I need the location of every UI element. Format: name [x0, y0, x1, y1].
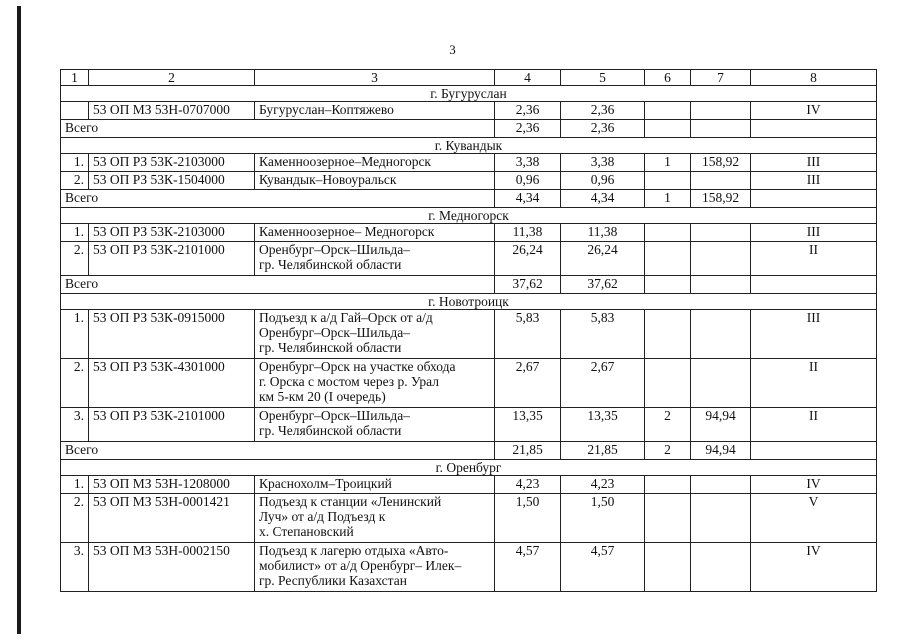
road-name-cell — [255, 408, 495, 442]
road-category-cell: III — [751, 172, 877, 190]
total-row — [61, 190, 877, 208]
length-total-cell: 1,50 — [561, 494, 645, 543]
group-row — [61, 86, 877, 102]
length-cell: 11,38 — [495, 224, 561, 242]
group-row — [61, 138, 877, 154]
total-length-total-cell: 4,34 — [561, 190, 645, 208]
row-number-cell: 2. — [61, 494, 89, 543]
row-number-cell: 1. — [61, 310, 89, 359]
bridge-length-cell — [691, 476, 751, 494]
road-code-cell: 53 ОП МЗ 53Н-1208000 — [89, 476, 255, 494]
road-name-line: Подъезд к а/д Гай–Орск от а/д — [259, 310, 433, 325]
road-name-line: Подъезд к лагерю отдыха «Авто- — [259, 543, 449, 558]
roads-table — [60, 69, 877, 592]
road-category-cell: II — [751, 359, 877, 408]
length-total-cell: 5,83 — [561, 310, 645, 359]
road-name-line: мобилист» от а/д Оренбург– Илек– — [259, 558, 462, 573]
bridge-length-cell — [691, 242, 751, 276]
total-row — [61, 442, 877, 460]
road-name-line: гр. Республики Казахстан — [259, 573, 407, 588]
road-code-cell: 53 ОП МЗ 53Н-0001421 — [89, 494, 255, 543]
header-cell: 1 — [61, 70, 89, 86]
total-length-cell: 4,34 — [495, 190, 561, 208]
bridge-length-cell — [691, 310, 751, 359]
road-name-line: Краснохолм–Троицкий — [259, 476, 392, 491]
page-number: 3 — [449, 42, 456, 57]
road-name-line: х. Степановский — [259, 524, 354, 539]
total-label-cell: Всего — [61, 276, 495, 294]
road-name-line: Оренбург–Орск–Шильда– — [259, 408, 411, 423]
bridge-count-cell — [645, 242, 691, 276]
road-name-line: Подъезд к станции «Ленинский — [259, 494, 442, 509]
road-row — [61, 172, 877, 190]
road-name-line: Каменноозерное–Медногорск — [259, 154, 431, 169]
row-number-cell: 1. — [61, 476, 89, 494]
road-name-line: г. Орска с мостом через р. Урал — [259, 374, 439, 389]
header-cell: 2 — [89, 70, 255, 86]
group-city-cell: г. Кувандык — [61, 138, 877, 154]
length-cell: 4,57 — [495, 543, 561, 592]
road-code-cell: 53 ОП РЗ 53К-4301000 — [89, 359, 255, 408]
road-category-cell: III — [751, 224, 877, 242]
length-cell: 2,36 — [495, 102, 561, 120]
length-cell: 5,83 — [495, 310, 561, 359]
bridge-length-cell — [691, 543, 751, 592]
header-row — [61, 70, 877, 86]
bridge-length-cell — [691, 102, 751, 120]
row-number-cell: 2. — [61, 242, 89, 276]
road-name-line: км 5-км 20 (I очередь) — [259, 389, 386, 404]
road-category-cell: II — [751, 242, 877, 276]
total-category-cell — [751, 276, 877, 294]
road-row — [61, 543, 877, 592]
total-bridge-count-cell: 2 — [645, 442, 691, 460]
header-cell: 3 — [255, 70, 495, 86]
bridge-length-cell — [691, 172, 751, 190]
road-code-cell: 53 ОП МЗ 53Н-0707000 — [89, 102, 255, 120]
road-row — [61, 224, 877, 242]
total-length-cell: 2,36 — [495, 120, 561, 138]
total-label-cell: Всего — [61, 120, 495, 138]
header-cell: 7 — [691, 70, 751, 86]
row-number-cell: 2. — [61, 172, 89, 190]
bridge-count-cell — [645, 543, 691, 592]
road-category-cell: III — [751, 310, 877, 359]
total-row — [61, 276, 877, 294]
road-row — [61, 408, 877, 442]
road-code-cell: 53 ОП РЗ 53К-2103000 — [89, 154, 255, 172]
road-name-cell — [255, 476, 495, 494]
length-total-cell: 3,38 — [561, 154, 645, 172]
length-total-cell: 11,38 — [561, 224, 645, 242]
road-category-cell: IV — [751, 476, 877, 494]
bridge-count-cell — [645, 476, 691, 494]
bridge-count-cell — [645, 224, 691, 242]
road-code-cell: 53 ОП РЗ 53К-0915000 — [89, 310, 255, 359]
group-city-cell: г. Медногорск — [61, 208, 877, 224]
road-name-cell — [255, 543, 495, 592]
road-row — [61, 242, 877, 276]
road-row — [61, 359, 877, 408]
total-bridge-length-cell: 94,94 — [691, 442, 751, 460]
length-total-cell: 0,96 — [561, 172, 645, 190]
road-name-line: гр. Челябинской области — [259, 423, 402, 438]
road-name-line: Оренбург–Орск–Шильда– — [259, 242, 411, 257]
total-length-total-cell: 2,36 — [561, 120, 645, 138]
header-cell: 4 — [495, 70, 561, 86]
road-name-line: Оренбург–Орск на участке обхода — [259, 359, 456, 374]
road-name-line: Оренбург–Орск–Шильда– — [259, 325, 411, 340]
road-row — [61, 476, 877, 494]
total-length-cell: 37,62 — [495, 276, 561, 294]
road-name-cell — [255, 310, 495, 359]
total-category-cell — [751, 442, 877, 460]
group-city-cell: г. Бугуруслан — [61, 86, 877, 102]
group-row — [61, 460, 877, 476]
length-total-cell: 13,35 — [561, 408, 645, 442]
total-bridge-count-cell — [645, 120, 691, 138]
total-length-total-cell: 21,85 — [561, 442, 645, 460]
bridge-count-cell: 1 — [645, 154, 691, 172]
road-code-cell: 53 ОП МЗ 53Н-0002150 — [89, 543, 255, 592]
total-length-total-cell: 37,62 — [561, 276, 645, 294]
total-bridge-count-cell — [645, 276, 691, 294]
row-number-cell — [61, 102, 89, 120]
group-city-cell: г. Новотроицк — [61, 294, 877, 310]
road-name-cell — [255, 224, 495, 242]
bridge-count-cell — [645, 172, 691, 190]
header-cell: 5 — [561, 70, 645, 86]
length-cell: 0,96 — [495, 172, 561, 190]
length-cell: 3,38 — [495, 154, 561, 172]
total-category-cell — [751, 120, 877, 138]
group-row — [61, 294, 877, 310]
length-total-cell: 2,67 — [561, 359, 645, 408]
road-name-cell — [255, 102, 495, 120]
header-cell: 8 — [751, 70, 877, 86]
bridge-count-cell — [645, 359, 691, 408]
total-row — [61, 120, 877, 138]
road-code-cell: 53 ОП РЗ 53К-2101000 — [89, 408, 255, 442]
bridge-length-cell — [691, 359, 751, 408]
bridge-length-cell: 94,94 — [691, 408, 751, 442]
length-cell: 2,67 — [495, 359, 561, 408]
row-number-cell: 3. — [61, 543, 89, 592]
total-bridge-length-cell — [691, 276, 751, 294]
road-name-cell — [255, 242, 495, 276]
roads-table-body — [61, 70, 877, 592]
road-category-cell: II — [751, 408, 877, 442]
total-label-cell: Всего — [61, 442, 495, 460]
road-category-cell: V — [751, 494, 877, 543]
row-number-cell: 3. — [61, 408, 89, 442]
length-cell: 4,23 — [495, 476, 561, 494]
length-total-cell: 26,24 — [561, 242, 645, 276]
road-name-line: гр. Челябинской области — [259, 257, 402, 272]
header-cell: 6 — [645, 70, 691, 86]
total-bridge-count-cell: 1 — [645, 190, 691, 208]
road-name-line: гр. Челябинской области — [259, 340, 402, 355]
group-city-cell: г. Оренбург — [61, 460, 877, 476]
bridge-count-cell — [645, 102, 691, 120]
bridge-length-cell — [691, 224, 751, 242]
total-bridge-length-cell: 158,92 — [691, 190, 751, 208]
road-category-cell: IV — [751, 543, 877, 592]
group-row — [61, 208, 877, 224]
road-row — [61, 310, 877, 359]
row-number-cell: 2. — [61, 359, 89, 408]
row-number-cell: 1. — [61, 154, 89, 172]
length-total-cell: 2,36 — [561, 102, 645, 120]
road-row — [61, 154, 877, 172]
total-label-cell: Всего — [61, 190, 495, 208]
road-row — [61, 494, 877, 543]
road-code-cell: 53 ОП РЗ 53К-1504000 — [89, 172, 255, 190]
road-name-cell — [255, 494, 495, 543]
bridge-count-cell — [645, 494, 691, 543]
scan-edge-bar — [17, 6, 21, 634]
road-name-cell — [255, 172, 495, 190]
road-row — [61, 102, 877, 120]
length-cell: 13,35 — [495, 408, 561, 442]
length-total-cell: 4,23 — [561, 476, 645, 494]
length-total-cell: 4,57 — [561, 543, 645, 592]
bridge-count-cell: 2 — [645, 408, 691, 442]
road-code-cell: 53 ОП РЗ 53К-2103000 — [89, 224, 255, 242]
total-length-cell: 21,85 — [495, 442, 561, 460]
road-name-line: Кувандык–Новоуральск — [259, 172, 397, 187]
bridge-length-cell — [691, 494, 751, 543]
road-category-cell: III — [751, 154, 877, 172]
length-cell: 1,50 — [495, 494, 561, 543]
row-number-cell: 1. — [61, 224, 89, 242]
road-name-line: Бугуруслан–Коптяжево — [259, 102, 394, 117]
road-code-cell: 53 ОП РЗ 53К-2101000 — [89, 242, 255, 276]
length-cell: 26,24 — [495, 242, 561, 276]
road-name-line: Луч» от а/д Подъезд к — [259, 509, 386, 524]
road-name-cell — [255, 359, 495, 408]
road-category-cell: IV — [751, 102, 877, 120]
road-name-line: Каменноозерное– Медногорск — [259, 224, 435, 239]
total-bridge-length-cell — [691, 120, 751, 138]
bridge-length-cell: 158,92 — [691, 154, 751, 172]
total-category-cell — [751, 190, 877, 208]
bridge-count-cell — [645, 310, 691, 359]
road-name-cell — [255, 154, 495, 172]
